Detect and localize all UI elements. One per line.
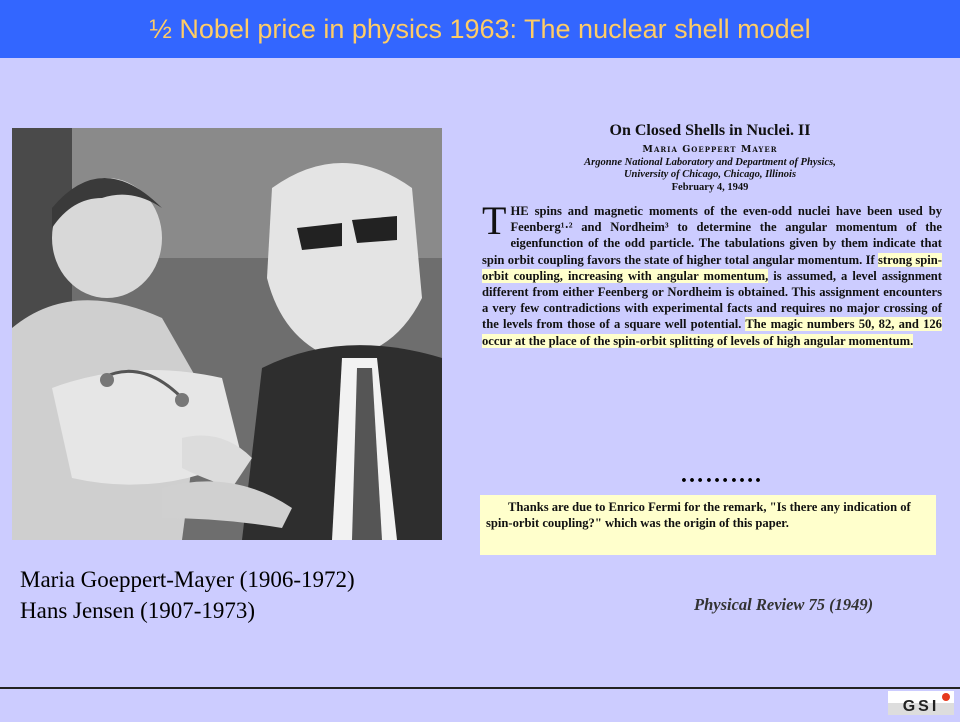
paper-body-text-2: is assumed, a level assignment different from either Feenberg or Nordheim is obtained. This assignment encounters a very few contradictions with experimental facts and requires no major crossing of the levels from those of a square well potential. <box>482 268 942 332</box>
paper-date: February 4, 1949 <box>671 182 749 193</box>
paper-affiliation <box>478 157 942 181</box>
logo-text: GSI <box>902 698 940 715</box>
paper-body-text-1: HE spins and magnetic moments of the even-odd nuclei have been used by Feenberg¹·² and Nordheim³ to determine the angular momentum of the eigenfunction of the odd particle. The tabulations given by them indicate that spin orbit coupling favors the state of higher total angular momentum. If <box>482 204 942 267</box>
footer-divider <box>0 687 960 689</box>
paper-author: Maria Goeppert Mayer <box>642 144 778 155</box>
photo-caption <box>20 564 355 626</box>
acknowledgement-text: Thanks are due to Enrico Fermi for the remark, "Is there any indication of spin-orbit coupling?" which was the origin of this paper. <box>486 500 911 530</box>
ellipsis: ………. <box>680 462 762 488</box>
paper-body <box>478 198 943 349</box>
caption-line-mayer: Maria Goeppert-Mayer (1906-1972) <box>20 567 355 592</box>
paper-affiliation-line2: University of Chicago, Chicago, Illinois <box>623 169 797 180</box>
portrait-photo <box>12 128 442 540</box>
highlight-magic-numbers: The magic numbers 50, 82, and 126 occur at the place of the spin-orbit splitting of levels of high angular momentum. <box>482 317 942 348</box>
highlight-spin-orbit: strong spin-orbit coupling, increasing with angular momentum, <box>482 252 943 283</box>
gsi-logo-icon <box>886 689 956 717</box>
slide-title: ½ Nobel price in physics 1963: The nuclear shell model <box>149 13 811 44</box>
paper-dropcap: T <box>482 198 507 243</box>
title-bar <box>0 0 960 58</box>
citation: Physical Review 75 (1949) <box>694 595 874 614</box>
caption-line-jensen: Hans Jensen (1907-1973) <box>20 598 256 623</box>
paper-affiliation-line1: Argonne National Laboratory and Department of Physics, <box>584 157 836 168</box>
paper-title: On Closed Shells in Nuclei. II <box>609 122 811 139</box>
paper-excerpt <box>478 118 942 349</box>
acknowledgement-box <box>480 495 936 555</box>
